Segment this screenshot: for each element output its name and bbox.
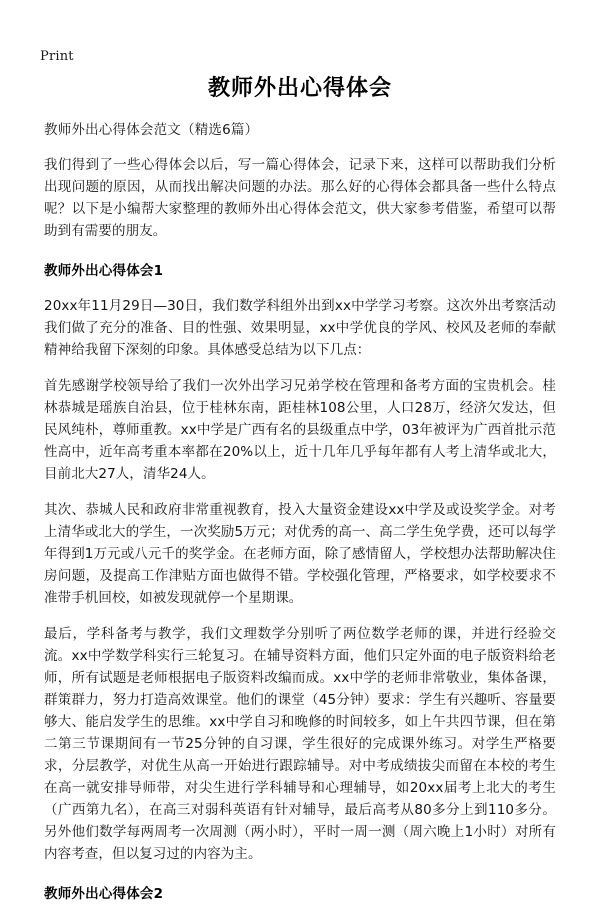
document-blocks bbox=[44, 154, 556, 904]
section-1-paragraph-3: 其次、恭城人民和政府非常重视教育，投入大量资金建设xx中学及或设奖学金。对考上清华或北大的学生，一次奖励5万元；对优秀的高一、高二学生免学费，还可以每学年得到1万元或八元千的奖学金。在老师方面，除了感情留人，学校想办法帮助解决住房问题，及提高工作津贴方面也做得不错。学校强化管理，严格要求，如学校要求不准带手机回校，如被发现就停一个星期课。 bbox=[44, 502, 556, 606]
document-body bbox=[44, 74, 556, 904]
section-1-paragraph-2: 首先感谢学校领导给了我们一次外出学习兄弟学校在管理和备考方面的宝贵机会。桂林恭城是瑶族自治县，位于桂林东南，距桂林108公里，人口28万，经济欠发达，但民风纯朴，尊师重教。xx中学是广西有名的县级重点中学，03年被评为广西首批示范性高中，近年高考重本率都在20%以上，近十几年几乎每年都有人考上清华或北大，目前北大27人，清华24人。 bbox=[44, 378, 556, 482]
page-title: 教师外出心得体会 bbox=[207, 76, 392, 101]
document-subtitle: 教师外出心得体会范文（精选6篇） bbox=[44, 122, 259, 138]
section-heading-2: 教师外出心得体会2 bbox=[44, 886, 164, 902]
intro-paragraph: 我们得到了一些心得体会以后，写一篇心得体会，记录下来，这样可以帮助我们分析出现问题的原因，从而找出解决问题的办法。那么好的心得体会都具备一些什么特点呢？以下是小编帮大家整理的教师外出心得体会范文，供大家参考借鉴，希望可以帮助到有需要的朋友。 bbox=[44, 157, 556, 239]
section-heading-1: 教师外出心得体会1 bbox=[44, 263, 164, 279]
section-1-paragraph-4: 最后，学科备考与教学，我们文理数学分别听了两位数学老师的课，并进行经验交流。xx中学数学科实行三轮复习。在辅导资料方面，他们只定外面的电子版资料给老师，所有试题是老师根据电子版资料改编而成。xx中学的老师非常敬业，集体备课，群策群力，努力打造高效课堂。他们的课堂（45分钟）要求：学生有兴趣听、容量要够大、能启发学生的思维。xx中学自习和晚修的时间较多，如上午共四节课，但在第二第三节课期间有一节25分钟的自习课，学生很好的完成课外练习。对学生严格要求，分层教学，对优生从高一开始进行跟踪辅导。对中考成绩拔尖而留在本校的考生在高一就安排导师带，对尖生进行学科辅导和心理辅导，如20xx届考上北大的考生（广西第九名），在高三对弱科英语有针对辅导，最后高考从80多分上到110多分。另外他们数学每两周考一次周测（两小时），平时一周一测（周六晚上1小时）对所有内容考查，但以复习过的内容为主。 bbox=[44, 626, 556, 862]
print-link[interactable]: Print bbox=[40, 49, 74, 64]
section-1-paragraph-1: 20xx年11月29日—30日，我们数学科组外出到xx中学学习考察。这次外出考察活动我们做了充分的准备、目的性强、效果明显，xx中学优良的学风、校风及老师的奉献精神给我留下深刻的印象。具体感受总结为以下几点： bbox=[44, 298, 556, 358]
